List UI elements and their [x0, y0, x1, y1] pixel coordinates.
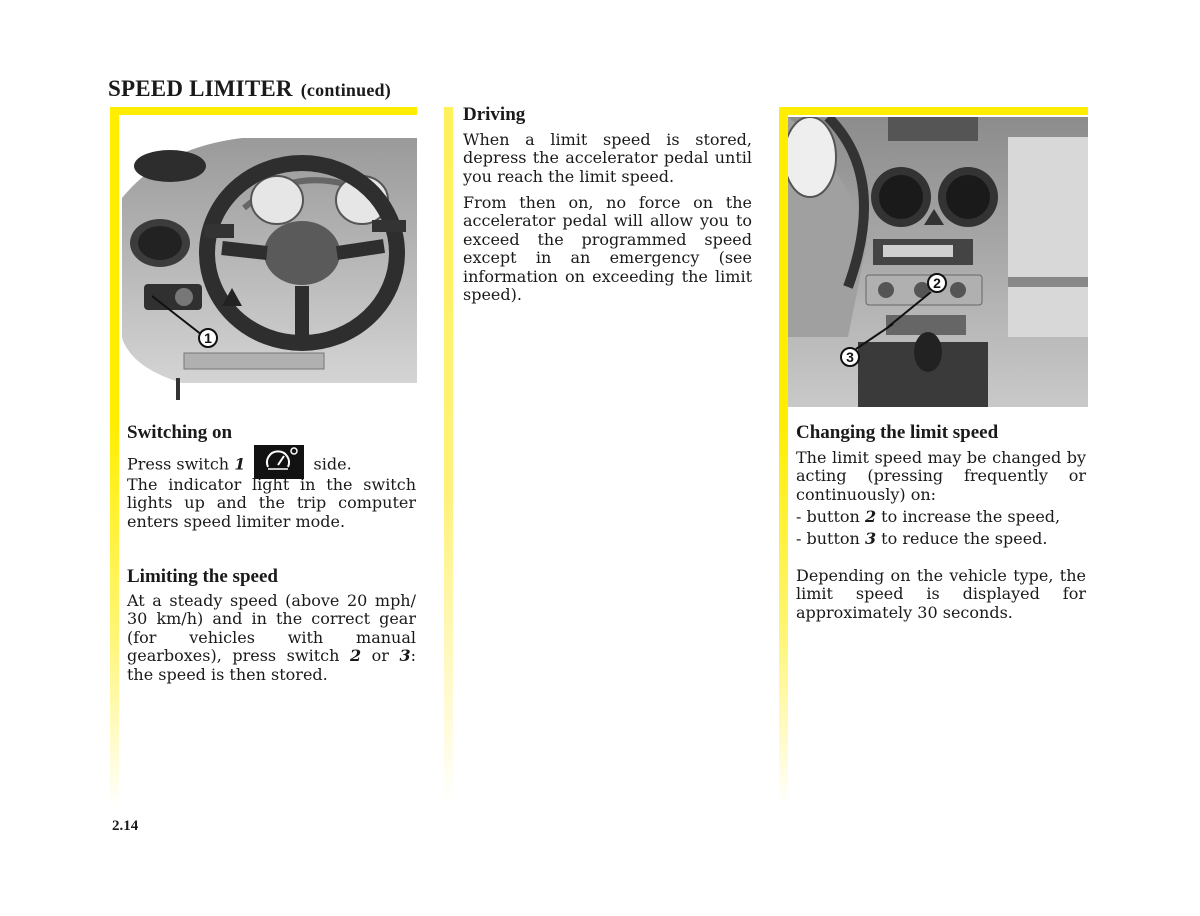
right-column-side-bar: [779, 107, 788, 807]
or-text: or: [371, 646, 389, 666]
figure-center-console: [788, 117, 1088, 407]
button-number-2: 2: [864, 507, 877, 526]
switch-number-3: 3: [399, 646, 411, 666]
driving-paragraph-1: When a limit speed is stored, depress the accelerator pedal until you reach the limit speed.: [463, 130, 752, 186]
limiting-text-b: : the speed is then stored.: [127, 646, 416, 684]
figure-dashboard-steering-wheel: [122, 138, 417, 400]
switching-on-paragraph: The indicator light in the switch lights up and the trip computer enters speed limiter mode.: [127, 475, 416, 531]
page-title-suffix: (continued): [300, 80, 391, 100]
left-column-side-bar: [110, 107, 119, 807]
button-2-item: [796, 508, 1086, 526]
left-column-top-bar: [110, 107, 417, 115]
callout-1: 1: [198, 328, 218, 348]
callout-3: 3: [840, 347, 860, 367]
button-number-3: 3: [864, 529, 877, 548]
limiting-text-a: At a steady speed (above 20 mph/ 30 km/h) and in the correct gear (for vehicles with manual gearboxes), press switch: [127, 591, 416, 666]
button-3-item: [796, 530, 1086, 548]
driving-paragraph-2: From then on, no force on the accelerator pedal will allow you to exceed the programmed speed except in an emergency (see information on exceeding the limit speed).: [463, 193, 752, 305]
side-text: side.: [313, 454, 352, 474]
heading-limiting-the-speed: Limiting the speed: [127, 566, 278, 587]
press-switch-text: Press switch: [127, 454, 230, 474]
changing-paragraph-2: Depending on the vehicle type, the limit speed is displayed for approximately 30 seconds.: [796, 566, 1086, 622]
switch-number-2: 2: [349, 646, 362, 666]
limiting-paragraph: [127, 592, 416, 684]
switch-number-1: 1: [234, 454, 246, 474]
button-3-text: to reduce the speed.: [881, 529, 1048, 548]
page-title-main: SPEED LIMITER: [108, 76, 293, 101]
heading-switching-on: Switching on: [127, 422, 233, 443]
button-2-prefix: - button: [796, 507, 860, 526]
changing-paragraph-1: The limit speed may be changed by acting (pressing frequently or continuously) on:: [796, 448, 1086, 504]
button-3-prefix: - button: [796, 529, 860, 548]
console-illustration: [788, 117, 1088, 407]
heading-driving: Driving: [463, 104, 526, 125]
middle-column-side-bar: [444, 107, 453, 807]
right-column-top-bar: [779, 107, 1088, 115]
button-2-text: to increase the speed,: [881, 507, 1061, 526]
heading-changing-the-limit-speed: Changing the limit speed: [796, 422, 999, 443]
dashboard-illustration: [122, 138, 417, 400]
page-title: [108, 76, 391, 102]
speed-limiter-symbol-icon: [254, 445, 304, 479]
callout-2: 2: [927, 273, 947, 293]
page-number: 2.14: [112, 818, 139, 834]
